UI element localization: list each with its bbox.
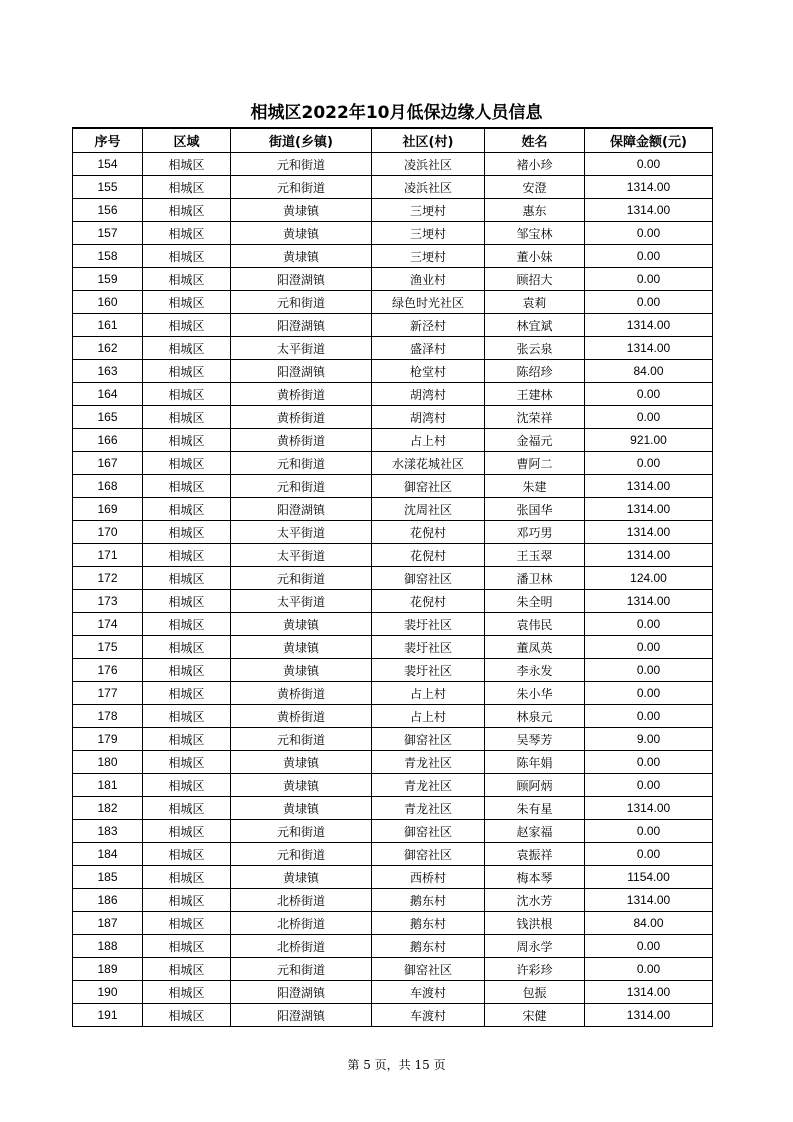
column-header-name: 姓名 (485, 128, 585, 153)
cell-community: 西桥村 (372, 866, 485, 889)
cell-community: 鹅东村 (372, 912, 485, 935)
cell-amount: 0.00 (585, 613, 713, 636)
cell-district: 相城区 (143, 843, 231, 866)
table-row (73, 245, 713, 268)
cell-amount: 0.00 (585, 383, 713, 406)
cell-name: 邓巧男 (485, 521, 585, 544)
cell-community: 花倪村 (372, 544, 485, 567)
cell-name: 钱洪根 (485, 912, 585, 935)
cell-amount: 1314.00 (585, 498, 713, 521)
cell-index: 181 (73, 774, 143, 797)
cell-district: 相城区 (143, 935, 231, 958)
cell-name: 张国华 (485, 498, 585, 521)
cell-index: 184 (73, 843, 143, 866)
cell-district: 相城区 (143, 590, 231, 613)
cell-index: 156 (73, 199, 143, 222)
cell-street: 北桥街道 (231, 912, 372, 935)
cell-street: 北桥街道 (231, 889, 372, 912)
cell-community: 新泾村 (372, 314, 485, 337)
table-row (73, 498, 713, 521)
cell-community: 裴圩社区 (372, 636, 485, 659)
cell-amount: 9.00 (585, 728, 713, 751)
cell-name: 潘卫林 (485, 567, 585, 590)
table-body (73, 153, 713, 1027)
cell-amount: 0.00 (585, 245, 713, 268)
cell-amount: 0.00 (585, 291, 713, 314)
cell-index: 165 (73, 406, 143, 429)
cell-amount: 1314.00 (585, 544, 713, 567)
table-row (73, 337, 713, 360)
table-row (73, 406, 713, 429)
cell-amount: 0.00 (585, 705, 713, 728)
cell-index: 167 (73, 452, 143, 475)
cell-community: 水漾花城社区 (372, 452, 485, 475)
cell-street: 太平街道 (231, 544, 372, 567)
cell-district: 相城区 (143, 291, 231, 314)
cell-index: 162 (73, 337, 143, 360)
table-row (73, 590, 713, 613)
cell-district: 相城区 (143, 958, 231, 981)
cell-district: 相城区 (143, 705, 231, 728)
cell-index: 185 (73, 866, 143, 889)
cell-community: 青龙社区 (372, 774, 485, 797)
cell-community: 绿色时光社区 (372, 291, 485, 314)
cell-district: 相城区 (143, 337, 231, 360)
cell-community: 盛泽村 (372, 337, 485, 360)
cell-index: 179 (73, 728, 143, 751)
table-row (73, 199, 713, 222)
cell-community: 凌浜社区 (372, 153, 485, 176)
cell-name: 金福元 (485, 429, 585, 452)
cell-district: 相城区 (143, 866, 231, 889)
table-row (73, 843, 713, 866)
cell-amount: 0.00 (585, 222, 713, 245)
cell-street: 阳澄湖镇 (231, 360, 372, 383)
cell-street: 黄埭镇 (231, 636, 372, 659)
cell-district: 相城区 (143, 659, 231, 682)
cell-community: 御窑社区 (372, 820, 485, 843)
cell-street: 元和街道 (231, 153, 372, 176)
cell-street: 元和街道 (231, 843, 372, 866)
cell-street: 黄埭镇 (231, 659, 372, 682)
cell-street: 太平街道 (231, 337, 372, 360)
cell-district: 相城区 (143, 682, 231, 705)
cell-street: 元和街道 (231, 958, 372, 981)
cell-community: 鹅东村 (372, 935, 485, 958)
cell-street: 阳澄湖镇 (231, 1004, 372, 1027)
cell-name: 朱建 (485, 475, 585, 498)
cell-community: 渔业村 (372, 268, 485, 291)
table-row (73, 728, 713, 751)
cell-district: 相城区 (143, 314, 231, 337)
page-footer: 第 5 页，共 15 页 (347, 1058, 446, 1072)
cell-index: 187 (73, 912, 143, 935)
table-row (73, 797, 713, 820)
cell-district: 相城区 (143, 728, 231, 751)
cell-index: 154 (73, 153, 143, 176)
table-row (73, 153, 713, 176)
cell-amount: 0.00 (585, 751, 713, 774)
cell-name: 王建林 (485, 383, 585, 406)
cell-name: 李永发 (485, 659, 585, 682)
table-row (73, 475, 713, 498)
cell-community: 沈周社区 (372, 498, 485, 521)
table-row (73, 866, 713, 889)
table-row (73, 429, 713, 452)
cell-community: 裴圩社区 (372, 613, 485, 636)
cell-district: 相城区 (143, 751, 231, 774)
cell-community: 青龙社区 (372, 751, 485, 774)
column-header-community: 社区(村) (372, 128, 485, 153)
cell-street: 北桥街道 (231, 935, 372, 958)
cell-index: 166 (73, 429, 143, 452)
table-row (73, 1004, 713, 1027)
cell-amount: 1314.00 (585, 475, 713, 498)
cell-amount: 1314.00 (585, 176, 713, 199)
cell-district: 相城区 (143, 981, 231, 1004)
cell-community: 花倪村 (372, 521, 485, 544)
cell-community: 车渡村 (372, 1004, 485, 1027)
table-row (73, 636, 713, 659)
cell-community: 枪堂村 (372, 360, 485, 383)
cell-amount: 0.00 (585, 153, 713, 176)
cell-community: 御窑社区 (372, 843, 485, 866)
cell-street: 黄埭镇 (231, 774, 372, 797)
cell-district: 相城区 (143, 613, 231, 636)
cell-community: 占上村 (372, 682, 485, 705)
table-row (73, 935, 713, 958)
cell-street: 黄埭镇 (231, 866, 372, 889)
table-row (73, 291, 713, 314)
cell-name: 朱有星 (485, 797, 585, 820)
cell-community: 三埂村 (372, 199, 485, 222)
cell-street: 元和街道 (231, 475, 372, 498)
cell-name: 朱小华 (485, 682, 585, 705)
cell-district: 相城区 (143, 544, 231, 567)
cell-index: 168 (73, 475, 143, 498)
cell-district: 相城区 (143, 383, 231, 406)
cell-district: 相城区 (143, 774, 231, 797)
cell-district: 相城区 (143, 153, 231, 176)
cell-community: 车渡村 (372, 981, 485, 1004)
cell-amount: 124.00 (585, 567, 713, 590)
cell-street: 黄埭镇 (231, 751, 372, 774)
table-row (73, 912, 713, 935)
table-row (73, 176, 713, 199)
cell-name: 董凤英 (485, 636, 585, 659)
page-title: 相城区2022年10月低保边缘人员信息 (250, 103, 543, 123)
cell-district: 相城区 (143, 176, 231, 199)
cell-community: 裴圩社区 (372, 659, 485, 682)
cell-index: 161 (73, 314, 143, 337)
cell-amount: 1314.00 (585, 590, 713, 613)
cell-index: 164 (73, 383, 143, 406)
cell-index: 176 (73, 659, 143, 682)
table-row (73, 705, 713, 728)
cell-street: 黄埭镇 (231, 613, 372, 636)
cell-amount: 921.00 (585, 429, 713, 452)
cell-index: 157 (73, 222, 143, 245)
table-row (73, 659, 713, 682)
cell-index: 158 (73, 245, 143, 268)
cell-name: 袁伟民 (485, 613, 585, 636)
cell-name: 董小妹 (485, 245, 585, 268)
cell-amount: 1314.00 (585, 1004, 713, 1027)
table-row (73, 521, 713, 544)
cell-index: 188 (73, 935, 143, 958)
cell-street: 阳澄湖镇 (231, 498, 372, 521)
cell-name: 顾招大 (485, 268, 585, 291)
cell-index: 171 (73, 544, 143, 567)
cell-district: 相城区 (143, 820, 231, 843)
cell-district: 相城区 (143, 498, 231, 521)
cell-district: 相城区 (143, 268, 231, 291)
cell-amount: 84.00 (585, 912, 713, 935)
cell-name: 沈荣祥 (485, 406, 585, 429)
table-row (73, 383, 713, 406)
cell-district: 相城区 (143, 636, 231, 659)
cell-index: 174 (73, 613, 143, 636)
column-header-amount: 保障金额(元) (585, 128, 713, 153)
cell-name: 褚小珍 (485, 153, 585, 176)
table-row (73, 774, 713, 797)
cell-index: 190 (73, 981, 143, 1004)
cell-district: 相城区 (143, 1004, 231, 1027)
cell-community: 花倪村 (372, 590, 485, 613)
cell-amount: 0.00 (585, 406, 713, 429)
cell-name: 邹宝林 (485, 222, 585, 245)
cell-street: 元和街道 (231, 176, 372, 199)
cell-community: 胡湾村 (372, 383, 485, 406)
cell-amount: 0.00 (585, 958, 713, 981)
cell-amount: 0.00 (585, 636, 713, 659)
cell-index: 186 (73, 889, 143, 912)
cell-street: 阳澄湖镇 (231, 314, 372, 337)
cell-index: 169 (73, 498, 143, 521)
cell-amount: 0.00 (585, 935, 713, 958)
cell-street: 太平街道 (231, 521, 372, 544)
cell-district: 相城区 (143, 567, 231, 590)
cell-index: 180 (73, 751, 143, 774)
cell-name: 赵家福 (485, 820, 585, 843)
cell-amount: 0.00 (585, 452, 713, 475)
table-row (73, 682, 713, 705)
cell-name: 惠东 (485, 199, 585, 222)
cell-name: 顾阿炳 (485, 774, 585, 797)
cell-amount: 84.00 (585, 360, 713, 383)
cell-district: 相城区 (143, 429, 231, 452)
cell-street: 阳澄湖镇 (231, 268, 372, 291)
cell-amount: 0.00 (585, 268, 713, 291)
cell-amount: 1314.00 (585, 981, 713, 1004)
cell-name: 曹阿二 (485, 452, 585, 475)
cell-community: 占上村 (372, 429, 485, 452)
cell-name: 陈绍珍 (485, 360, 585, 383)
cell-amount: 0.00 (585, 843, 713, 866)
table-row (73, 222, 713, 245)
cell-name: 宋健 (485, 1004, 585, 1027)
table-row (73, 889, 713, 912)
cell-name: 包振 (485, 981, 585, 1004)
table-row (73, 268, 713, 291)
table-row (73, 567, 713, 590)
cell-index: 178 (73, 705, 143, 728)
cell-district: 相城区 (143, 912, 231, 935)
cell-street: 阳澄湖镇 (231, 981, 372, 1004)
cell-index: 189 (73, 958, 143, 981)
cell-street: 元和街道 (231, 820, 372, 843)
cell-name: 许彩珍 (485, 958, 585, 981)
cell-community: 占上村 (372, 705, 485, 728)
cell-street: 黄埭镇 (231, 797, 372, 820)
cell-name: 王玉翠 (485, 544, 585, 567)
cell-community: 御窑社区 (372, 958, 485, 981)
cell-district: 相城区 (143, 222, 231, 245)
cell-amount: 1314.00 (585, 889, 713, 912)
cell-amount: 0.00 (585, 820, 713, 843)
cell-index: 191 (73, 1004, 143, 1027)
cell-amount: 1314.00 (585, 797, 713, 820)
cell-index: 155 (73, 176, 143, 199)
cell-name: 袁振祥 (485, 843, 585, 866)
cell-amount: 1314.00 (585, 337, 713, 360)
column-header-index: 序号 (73, 128, 143, 153)
cell-community: 三埂村 (372, 245, 485, 268)
cell-amount: 0.00 (585, 774, 713, 797)
cell-amount: 1154.00 (585, 866, 713, 889)
cell-name: 朱全明 (485, 590, 585, 613)
cell-community: 三埂村 (372, 222, 485, 245)
cell-name: 陈年娟 (485, 751, 585, 774)
cell-amount: 0.00 (585, 682, 713, 705)
cell-district: 相城区 (143, 360, 231, 383)
cell-name: 周永学 (485, 935, 585, 958)
cell-amount: 0.00 (585, 659, 713, 682)
cell-name: 林宜斌 (485, 314, 585, 337)
table-header-row (73, 128, 713, 153)
cell-index: 172 (73, 567, 143, 590)
cell-index: 160 (73, 291, 143, 314)
cell-street: 黄桥街道 (231, 406, 372, 429)
cell-district: 相城区 (143, 199, 231, 222)
cell-community: 青龙社区 (372, 797, 485, 820)
table-row (73, 981, 713, 1004)
cell-street: 黄埭镇 (231, 199, 372, 222)
table-row (73, 314, 713, 337)
table-row (73, 751, 713, 774)
cell-amount: 1314.00 (585, 314, 713, 337)
cell-index: 182 (73, 797, 143, 820)
cell-street: 黄埭镇 (231, 245, 372, 268)
cell-community: 御窑社区 (372, 567, 485, 590)
cell-street: 黄桥街道 (231, 682, 372, 705)
allowance-table (72, 127, 713, 1027)
cell-street: 元和街道 (231, 728, 372, 751)
cell-amount: 1314.00 (585, 521, 713, 544)
cell-community: 御窑社区 (372, 475, 485, 498)
cell-district: 相城区 (143, 245, 231, 268)
cell-district: 相城区 (143, 797, 231, 820)
cell-index: 175 (73, 636, 143, 659)
cell-name: 袁莉 (485, 291, 585, 314)
cell-street: 黄桥街道 (231, 429, 372, 452)
cell-name: 林泉元 (485, 705, 585, 728)
cell-name: 安澄 (485, 176, 585, 199)
cell-name: 张云泉 (485, 337, 585, 360)
table-row (73, 613, 713, 636)
cell-index: 177 (73, 682, 143, 705)
cell-district: 相城区 (143, 889, 231, 912)
cell-index: 173 (73, 590, 143, 613)
cell-district: 相城区 (143, 452, 231, 475)
table-row (73, 360, 713, 383)
cell-index: 159 (73, 268, 143, 291)
column-header-district: 区域 (143, 128, 231, 153)
cell-community: 凌浜社区 (372, 176, 485, 199)
cell-street: 太平街道 (231, 590, 372, 613)
table-row (73, 820, 713, 843)
cell-street: 黄埭镇 (231, 222, 372, 245)
cell-index: 183 (73, 820, 143, 843)
cell-community: 御窑社区 (372, 728, 485, 751)
cell-name: 沈水芳 (485, 889, 585, 912)
cell-street: 黄桥街道 (231, 383, 372, 406)
cell-street: 黄桥街道 (231, 705, 372, 728)
cell-street: 元和街道 (231, 452, 372, 475)
table-row (73, 958, 713, 981)
cell-district: 相城区 (143, 521, 231, 544)
cell-street: 元和街道 (231, 291, 372, 314)
cell-community: 鹅东村 (372, 889, 485, 912)
cell-community: 胡湾村 (372, 406, 485, 429)
cell-district: 相城区 (143, 406, 231, 429)
cell-index: 163 (73, 360, 143, 383)
cell-index: 170 (73, 521, 143, 544)
cell-name: 吴琴芳 (485, 728, 585, 751)
cell-street: 元和街道 (231, 567, 372, 590)
cell-district: 相城区 (143, 475, 231, 498)
cell-amount: 1314.00 (585, 199, 713, 222)
table-row (73, 452, 713, 475)
column-header-street: 街道(乡镇) (231, 128, 372, 153)
table-row (73, 544, 713, 567)
cell-name: 梅本琴 (485, 866, 585, 889)
